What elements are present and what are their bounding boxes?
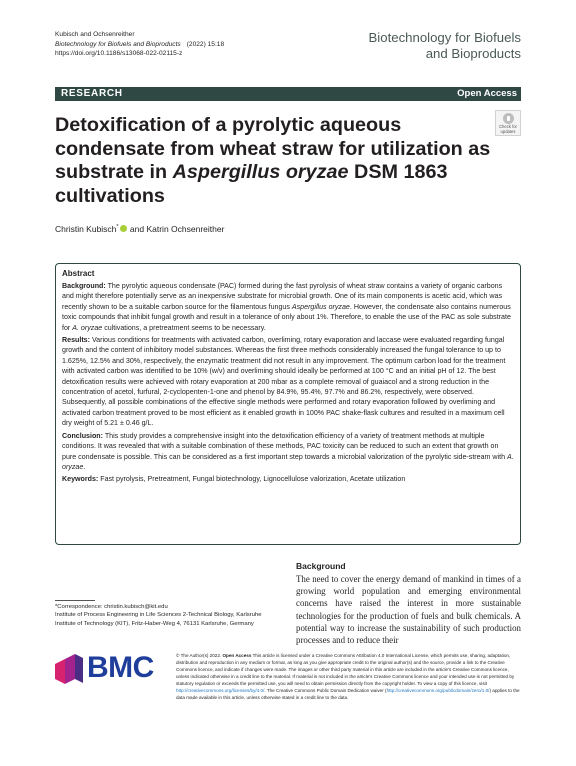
journal-title-line2: and Bioproducts: [425, 46, 521, 61]
keywords-label: Keywords:: [62, 475, 99, 484]
correspondence-note: [55, 600, 265, 628]
author-separator: and: [127, 224, 147, 234]
copyright-text: © The Author(s) 2022.: [176, 653, 223, 658]
running-authors: Kubisch and Ochsenreither: [55, 31, 135, 38]
license-open-access: Open Access: [222, 653, 252, 658]
conclusion-text-a: This study provides a comprehensive insight into the detoxification efficiency of a variety of treatment methods at multiple conditions. It was revealed that with a suitable combination of these methods, PAC toxicity can be reduced to such an extent that growth on pure condensate is possible. This can be considered as a first important step towards a microbial valorization of the pyrolytic side-stream with: [62, 431, 508, 461]
conclusion-text-b: .: [83, 462, 86, 471]
abstract-results: [62, 335, 514, 429]
author-kubisch[interactable]: Christin Kubisch: [55, 224, 117, 234]
check-updates-line1: Check for: [499, 124, 517, 129]
license-text-a: This article is licensed under a Creative Commons Attribution 4.0 International License, which permits use, sharing, adaptation, distribution and reproduction in any medium or format, as long as you give appropriate credit to the original author(s) and the source, provide a link to the Creative Commons licence, and indicate if changes were made. The images or other third party material in this article are included in the article's Creative Commons licence, unless indicated otherwise in a credit line to the material. If material is not included in the article's Creative Commons licence and your intended use is not permitted by statutory regulation or exceeds the permitted use, you will need to obtain permission directly from the copyright holder. To view a copy of this licence, visit: [176, 653, 515, 686]
author-list: [55, 224, 224, 234]
corresponding-mark: *: [116, 224, 119, 231]
journal-reference: Biotechnology for Biofuels and Bioproducts: [55, 40, 181, 48]
abstract-background: [62, 281, 514, 333]
correspondence-affiliation: Institute of Process Engineering in Life Sciences 2-Technical Biology, Karlsruhe Institute of Technology (KIT), Fritz-Haber-Weg 4, 76131 Karlsruhe, Germany: [55, 612, 262, 627]
abstract-heading: Abstract: [62, 269, 95, 278]
crossmark-icon: [503, 113, 514, 124]
doi-link[interactable]: https://doi.org/10.1186/s13068-022-02115-z: [55, 50, 183, 57]
bmc-logo[interactable]: [55, 652, 160, 684]
background-text-c: cultivations, a pretreatment seems to be necessary.: [102, 323, 266, 332]
license-link-cc-zero[interactable]: http://creativecommons.org/publicdomain/zero/1.0/: [386, 688, 490, 693]
results-label: Results:: [62, 336, 90, 345]
background-body: The need to cover the energy demand of mankind in times of a growing world population and emerging environmental concerns have raised the interest in more sustainable technologies for the production of fuels and bulk chemicals. A potential way to increase the sustainability of such production processes and to reduce their: [296, 574, 521, 646]
article-header-meta: [55, 30, 224, 59]
background-organism-short: A. oryzae: [72, 323, 103, 332]
license-link-cc-by[interactable]: http://creativecommons.org/licenses/by/4.0/: [176, 688, 265, 693]
orcid-icon[interactable]: [120, 225, 127, 232]
background-text-a: The pyrolytic aqueous condensate (PAC) formed during the fast pyrolysis of wheat straw contains a variety of organic carbons and might therefore potentially serve as an inexpensive substrate for microbial growth. One of its main components is acetic acid, which was recently shown to be a suitable carbon source for the filamentous fungus: [62, 282, 503, 311]
background-label: Background:: [62, 282, 106, 290]
bmc-wordmark: BMC: [87, 651, 154, 684]
article-title: [55, 114, 495, 208]
open-access-badge: Open Access: [457, 88, 517, 99]
conclusion-organism: A. oryzae: [62, 452, 514, 471]
bmc-logo-mark-icon: [55, 652, 83, 684]
abstract-box: [55, 263, 521, 545]
background-section: [296, 561, 521, 646]
background-text-b: . However, the condensate also contains numerous toxic compounds that inhibit fungal growth and result in a tolerance of only about 1%. Therefore, to enable the use of the PAC as sole substrate for: [62, 302, 511, 332]
title-organism: Aspergillus oryzae: [172, 161, 349, 183]
license-text-b: . The Creative Commons Public Domain Dedication waiver (: [264, 688, 387, 693]
background-organism: Aspergillus oryzae: [291, 302, 350, 311]
results-text: Various conditions for treatments with activated carbon, overliming, rotary evaporation and laccase were evaluated regarding fungal growth and the content of inhibitory model substances. Whereas the first three methods considerably increased the fungal tolerance to up to 1.625%, 12.5% and 30%, respectively, the enzymatic treatment did not result in any improvement. The optimum carbon load for the treatment with activated carbon was identified to be 10% (w/v) and overliming should ideally be performed at 100 °C and an initial pH of 12. The best detoxification results were achieved with rotary evaporation at 200 mbar as a complete removal of guaiacol and a strong reduction in the concentration of acetol, furfural, 2-cyclopenten-1-one and phenol by 84.9%, 95.4%, 97.7% and 86.2%, respectively, were observed. Subsequently, all possible combinations of the effective single methods were performed and rotary evaporation followed by overliming and activated carbon treatment proved to be most efficient as it enabled growth in 100% PAC shake-flask cultures and resulted in a maximum cell dry weight of 5.21 ± 0.46 g/L.: [62, 336, 506, 428]
check-for-updates-label: [496, 125, 520, 135]
title-part1: Detoxification of a pyrolytic aqueous condensate from wheat straw for utilization as substrate in: [55, 114, 491, 183]
keywords-text: Fast pyrolysis, Pretreatment, Fungal biotechnology, Lignocellulose valorization, Acetate utilization: [98, 475, 406, 484]
journal-title: [301, 30, 521, 62]
license-statement: [176, 652, 522, 701]
abstract-conclusion: [62, 431, 514, 473]
check-for-updates-button[interactable]: [495, 110, 521, 136]
conclusion-label: Conclusion:: [62, 431, 103, 440]
journal-title-line1: Biotechnology for Biofuels: [368, 30, 521, 45]
year-volume: (2022) 15:18: [186, 40, 225, 48]
check-updates-line2: updates: [500, 128, 516, 134]
article-type-banner: [55, 87, 521, 101]
license-text-c: ) applies to the data made available in this article, unless otherwise stated in a credit line to the data.: [176, 688, 520, 700]
correspondence-email[interactable]: *Correspondence: christin.kubisch@kit.edu: [55, 604, 168, 610]
background-heading: Background: [296, 561, 346, 571]
journal-reference-line: [55, 40, 224, 50]
abstract-keywords: [62, 474, 514, 484]
author-ochsenreither[interactable]: Katrin Ochsenreither: [146, 224, 225, 234]
article-type-label: RESEARCH: [61, 88, 123, 99]
title-part2: DSM 1863 cultivations: [55, 161, 448, 207]
